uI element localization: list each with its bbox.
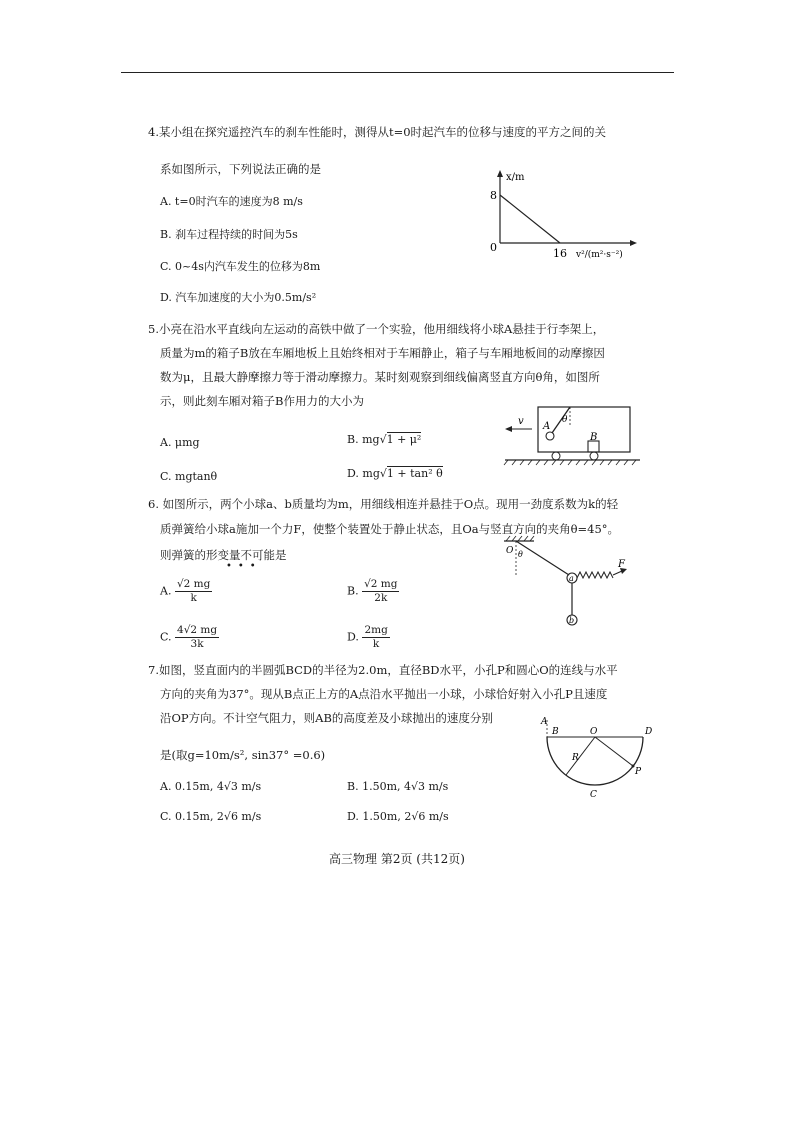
- q5-label-a: A: [543, 421, 551, 432]
- q7-radius-r: [566, 737, 595, 775]
- q6-stem-line3: 则弹簧的形变量不可能是: [160, 548, 287, 562]
- q6-spring: [577, 572, 613, 578]
- q5-option-b-prefix: B. mg: [347, 433, 380, 446]
- q5-velocity-arrowhead: [505, 426, 512, 432]
- q5-stem-line1: 5.小亮在沿水平直线向左运动的高铁中做了一个实验，他用细线将小球A悬挂于行李架上，: [148, 322, 605, 336]
- q7-option-b: B. 1.50m, 4√3 m/s: [347, 780, 449, 793]
- q6-option-c-label: C.: [160, 630, 172, 644]
- q4-graph-xlabel: v²/(m²·s⁻²): [576, 250, 623, 260]
- q5-ground-hatch: [504, 460, 636, 465]
- q6-option-a-denominator: k: [190, 592, 197, 604]
- q6-spring-figure: [498, 535, 638, 635]
- q7-label-b: B: [552, 727, 559, 737]
- q4-stem-line2: 系如图所示，下列说法正确的是: [160, 162, 321, 176]
- emphasis-dots-icon: •••: [226, 561, 262, 572]
- q4-graph-origin: 0: [490, 241, 497, 254]
- q4-graph-ylabel: x/m: [506, 172, 525, 183]
- q6-option-b-label: B.: [347, 584, 359, 598]
- q5-wheel-left: [552, 452, 560, 460]
- q5-label-b: B: [590, 432, 598, 443]
- q5-label-v: v: [518, 416, 524, 427]
- q7-line-op: [595, 737, 633, 766]
- q4-option-a: A. t=0时汽车的速度为8 m/s: [160, 195, 303, 208]
- q5-option-b: [347, 433, 421, 447]
- q5-carriage: [538, 407, 630, 452]
- q7-arc-figure: [530, 715, 660, 800]
- q7-label-r: R: [572, 753, 579, 763]
- q5-wheel-right: [590, 452, 598, 460]
- q6-label-b: b: [569, 616, 575, 625]
- q4-stem-line1: 4.某小组在探究遥控汽车的刹车性能时，测得从t=0时起汽车的位移与速度的平方之间的关: [148, 125, 607, 139]
- q4-graph-x-tick: 16: [553, 247, 567, 260]
- q6-option-a: [160, 578, 212, 605]
- q6-option-d-denominator: k: [372, 638, 380, 650]
- q4-graph-y-tick: 8: [490, 189, 497, 202]
- q6-option-b-fraction: [362, 578, 399, 605]
- q5-option-a: A. μmg: [160, 436, 200, 449]
- q6-option-b-numerator: √2 mg: [364, 578, 398, 590]
- q7-label-d: D: [645, 727, 653, 737]
- q6-option-c: [160, 624, 219, 651]
- q4-graph-y-arrow: [497, 170, 503, 177]
- q4-option-c: C. 0~4s内汽车发生的位移为8m: [160, 260, 321, 273]
- q6-option-d-numerator: 2mg: [364, 624, 388, 636]
- sqrt-icon: √: [379, 433, 387, 446]
- q7-label-c: C: [590, 790, 597, 800]
- q5-option-d: [347, 467, 443, 481]
- q6-option-c-numerator: 4√2 mg: [177, 624, 218, 636]
- q7-label-a: A: [541, 717, 548, 727]
- q6-option-d-label: D.: [347, 630, 359, 644]
- q5-train-figure: [500, 405, 645, 467]
- q7-stem-line2: 方向的夹角为37°。现从B点正上方的A点沿水平抛出一小球，小球恰好射入小孔P且速度: [160, 687, 608, 701]
- sqrt-icon: √: [379, 467, 387, 480]
- q6-force-line: [613, 571, 622, 575]
- q5-option-b-radicand: 1 + μ²: [386, 433, 422, 446]
- page-footer: 高三物理 第2页 (共12页): [329, 852, 465, 866]
- q6-option-a-numerator: √2 mg: [176, 578, 211, 590]
- q6-label-theta: θ: [518, 550, 523, 559]
- q4-option-b: B. 刹车过程持续的时间为5s: [160, 228, 298, 241]
- q5-label-theta: θ: [562, 415, 568, 425]
- q6-stem-line2: 质弹簧给小球a施加一个力F，使整个装置处于静止状态，且Oa与竖直方向的夹角θ=45°。: [160, 522, 620, 536]
- q6-string-oa: [516, 541, 569, 575]
- q6-option-d: [347, 624, 390, 651]
- q7-option-a: A. 0.15m, 4√3 m/s: [160, 780, 262, 793]
- q7-stem-line1: 7.如图，竖直面内的半圆弧BCD的半径为2.0m，直径BD水平，小孔P和圆心O的连线与水平: [148, 663, 618, 677]
- q5-option-d-radicand: 1 + tan² θ: [386, 467, 443, 480]
- q4-option-d: D. 汽车加速度的大小为0.5m/s²: [160, 291, 317, 304]
- q7-option-d: D. 1.50m, 2√6 m/s: [347, 810, 449, 823]
- q6-option-d-fraction: [362, 624, 389, 651]
- q7-stem-line4: 是(取g=10m/s², sin37° =0.6): [160, 748, 326, 762]
- q7-stem-line3: 沿OP方向。不计空气阻力，则AB的高度差及小球抛出的速度分别: [160, 711, 493, 725]
- q6-option-b-denominator: 2k: [374, 592, 388, 604]
- q5-stem-line3: 数为μ，且最大静摩擦力等于滑动摩擦力。某时刻观察到细线偏离竖直方向θ角，如图所: [160, 370, 600, 384]
- q7-label-p: P: [635, 767, 642, 777]
- q6-label-f: F: [618, 559, 625, 570]
- q7-label-o: O: [590, 727, 598, 737]
- q6-label-a: a: [569, 574, 574, 583]
- q4-graph-line: [500, 195, 560, 243]
- q5-option-d-prefix: D. mg: [347, 467, 380, 480]
- q5-option-c: C. mgtanθ: [160, 470, 218, 483]
- q6-ceiling-hatch: [506, 536, 534, 541]
- q5-stem-line2: 质量为m的箱子B放在车厢地板上且始终相对于车厢静止，箱子与车厢地板间的动摩擦因: [160, 346, 605, 360]
- q6-option-a-fraction: [175, 578, 212, 605]
- header-rule: [121, 72, 674, 73]
- q5-ball-a: [546, 432, 554, 440]
- q6-label-o: O: [506, 546, 514, 556]
- q4-graph-x-arrow: [630, 240, 637, 246]
- q4-graph: [480, 168, 650, 268]
- q6-option-a-label: A.: [160, 584, 172, 598]
- q5-stem-line4: 示，则此刻车厢对箱子B作用力的大小为: [160, 394, 364, 408]
- q6-stem-line1: 6. 如图所示，两个小球a、b质量均为m，用细线相连并悬挂于O点。现用一劲度系数为k的轻: [148, 497, 619, 511]
- q6-option-c-denominator: 3k: [190, 638, 204, 650]
- q7-semicircle: [547, 737, 643, 785]
- q6-option-b: [347, 578, 399, 605]
- q6-option-c-fraction: [175, 624, 219, 651]
- q7-option-c: C. 0.15m, 2√6 m/s: [160, 810, 262, 823]
